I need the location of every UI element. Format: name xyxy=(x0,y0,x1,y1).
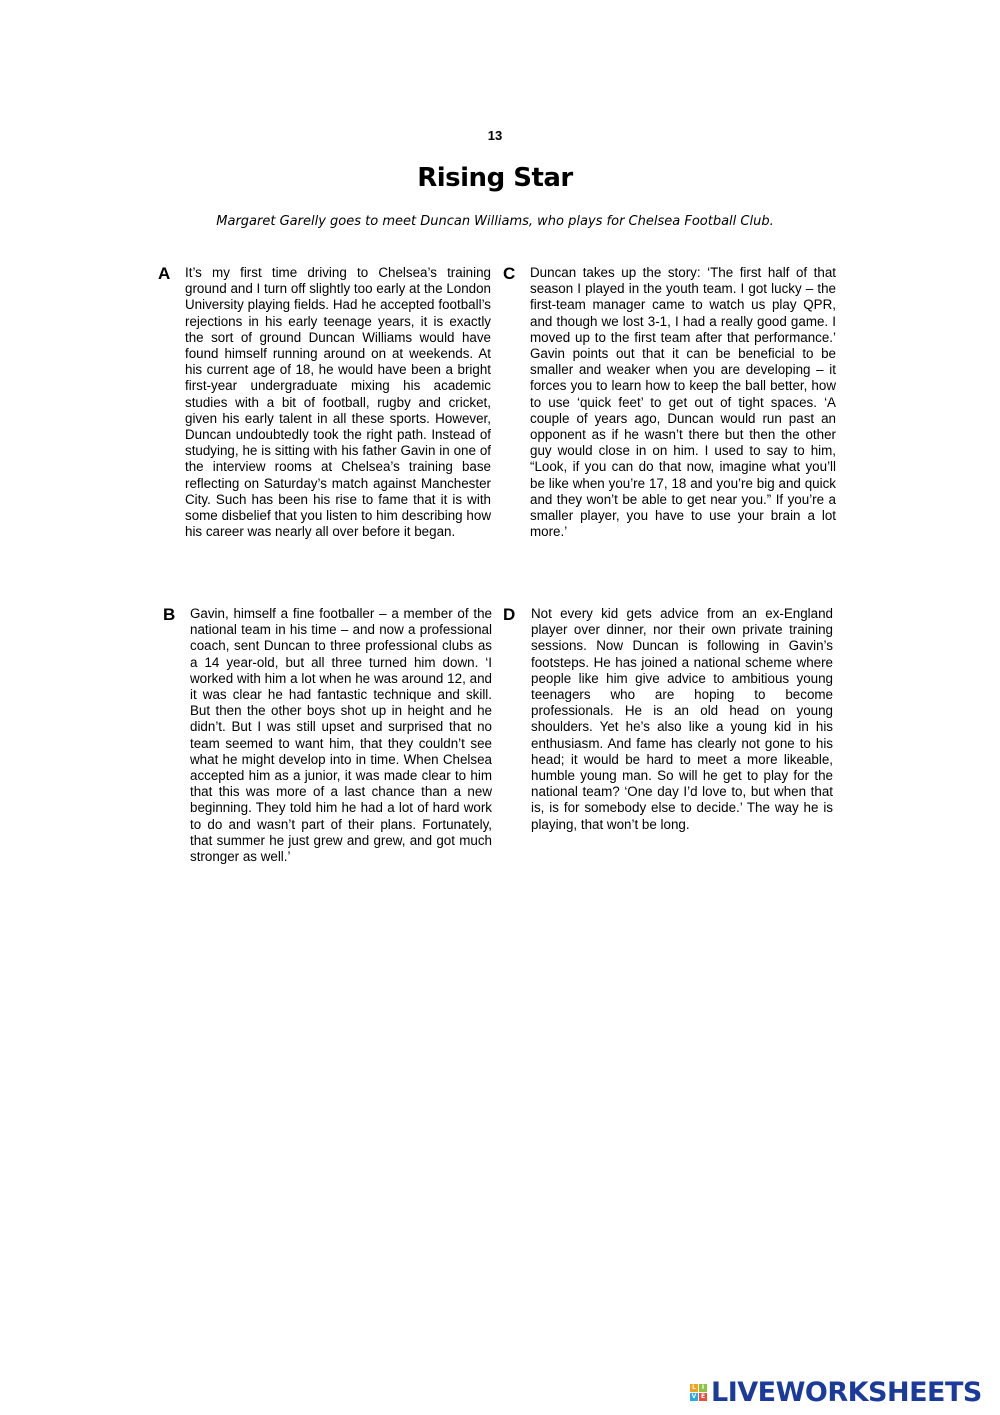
logo-letter-e: E xyxy=(700,1392,706,1400)
section-text: It’s my first time driving to Chelsea’s training ground and I turn off slightly too early at the London University playing fields. Had he accepted football’s rejections in his early teenage years, it is exactly the sort of ground Duncan Williams would have found himself running around on at weekends. At his current age of 18, he would have been a bright first-year undergraduate mixing his academic studies with a bit of football, rugby and cricket, given his early talent in all these sports. However, Duncan undoubtedly took the right path. Instead of studying, he is sitting with his father Gavin in one of the interview rooms at Chelsea’s training base reflecting on Saturday’s match against Manchester City. Such has been his rise to fame that it is with some disbelief that you listen to him describing how his career was nearly all over before it began. xyxy=(185,265,491,540)
logo-letter-v: V xyxy=(691,1392,697,1400)
page-title: Rising Star xyxy=(417,163,573,193)
section-text: Duncan takes up the story: ‘The first half of that season I played in the youth team. I got lucky – the first-team manager came to watch us play QPR, and though we lost 3-1, I had a really good game. I moved up to the first team after that performance.’ Gavin points out that it can be beneficial to be smaller and weaker when you are developing – it forces you to learn how to keep the ball better, how to use ‘quick feet’ to get out of tight spaces. ‘A couple of years ago, Duncan would run past an opponent as if he wasn’t there but then the other guy would close in on him. I used to say to him, “Look, if you can do that now, imagine what you’ll be like when you’re 17, 18 and you’re big and quick and they won’t be able to get near you.” If you’re a smaller player, you have to use your brain a lot more.’ xyxy=(530,265,836,540)
brand-text: LIVEWORKSHEETS xyxy=(711,1376,982,1408)
section-letter: B xyxy=(163,605,176,624)
liveworksheets-logo-icon xyxy=(690,1384,707,1401)
logo-letter-l: L xyxy=(690,1384,698,1392)
page-number: 13 xyxy=(487,128,503,143)
section-letter: A xyxy=(158,264,171,283)
logo-letter-i: I xyxy=(699,1384,707,1392)
section-letter: D xyxy=(503,605,516,624)
section-text: Not every kid gets advice from an ex-England player over dinner, nor their own private training sessions. Now Duncan is following in Gavin’s footsteps. He has joined a national scheme where people like him give advice to ambitious young teenagers who are hoping to become professionals. He is an old head on young shoulders. Yet he’s also like a young kid in his enthusiasm. And fame has clearly not gone to his head; it would be hard to meet a more likeable, humble young man. So will he get to play for the national team? ‘One day I’d love to, but when that is, is for somebody else to decide.’ The way he is playing, that won’t be long. xyxy=(531,606,833,832)
section-text: Gavin, himself a fine footballer – a member of the national team in his time – and now a professional coach, sent Duncan to three professional clubs as a 14 year-old, but all three turned him down. ‘I worked with him a lot when he was around 12, and it was clear he had fantastic technique and skill. But then the other boys shot up in height and he didn’t. But I was still upset and surprised that no team seemed to want him, that they couldn’t see what he might develop into in time. When Chelsea accepted him as a junior, it was made clear to him that this was more of a last chance than a new beginning. They told him he had a lot of hard work to do and wasn’t part of their plans. Fortunately, that summer he just grew and grew, and got much stronger as well.’ xyxy=(190,606,492,865)
liveworksheets-brand[interactable] xyxy=(690,1377,982,1407)
section-letter: C xyxy=(503,264,516,283)
page-subtitle: Margaret Garelly goes to meet Duncan Williams, who plays for Chelsea Football Club. xyxy=(216,214,774,229)
